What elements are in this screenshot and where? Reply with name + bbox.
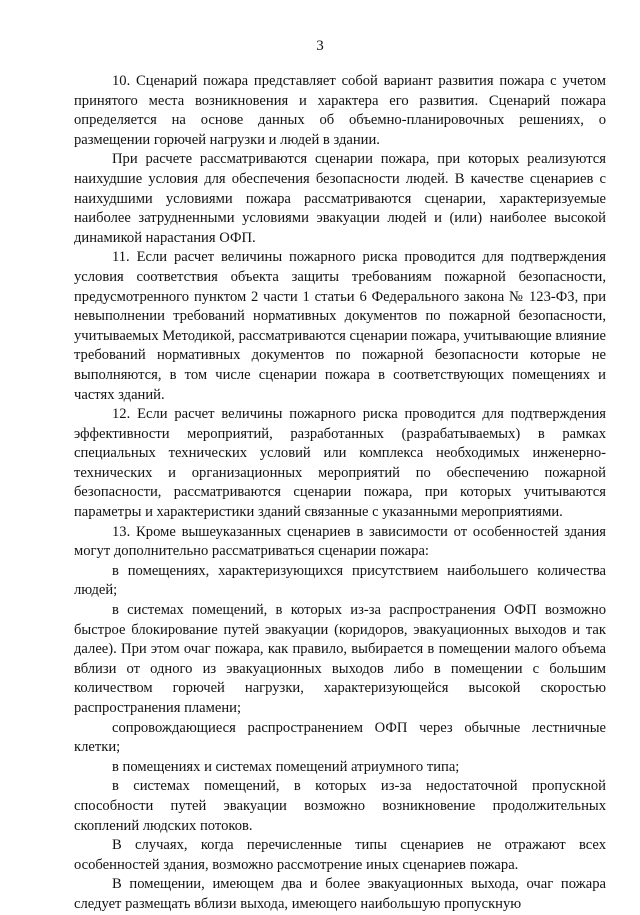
- paragraph-10: 10. Сценарий пожара представляет собой вариант развития пожара с учетом принятого места возникновения и характера его развития. Сценарий пожара определяется на основе данных об объемно-планировочных решениях, о размещении горючей нагрузки и людей в здании.: [74, 73, 606, 148]
- paragraph-10-continued: При расчете рассматриваются сценарии пожара, при которых реализуются наихудшие условия для обеспечения безопасности людей. В качестве сценариев с наихудшими условиями пожара рассматриваются сценарии, характеризуемые наиболее затрудненными условиями эвакуации людей и (или) наиболее высокой динамикой нарастания ОФП.: [74, 151, 606, 246]
- document-body: [74, 72, 606, 915]
- scenario-item-fast-blocking: в системах помещений, в которых из-за распространения ОФП возможно быстрое блокирование путей эвакуации (коридоров, эвакуационных выходов и так далее). При этом очаг пожара, как правило, выбирается в помещении малого объема вблизи от одного из эвакуационных выходов либо в помещении с большим количеством горючей нагрузки, характеризующейся высокой скоростью распространения пламени;: [74, 602, 606, 716]
- page-number: 3: [316, 38, 324, 54]
- paragraph-12: 12. Если расчет величины пожарного риска проводится для подтверждения эффективности мероприятий, разработанных (разрабатываемых) в рамках специальных технических условий или комплекса необходимых инженерно-технических и организационных мероприятий по обеспечению пожарной безопасности, рассматриваются сценарии пожара, при которых учитываются параметры и характеристики зданий связанные с указанными мероприятиями.: [74, 406, 606, 521]
- scenario-item-atrium: в помещениях и системах помещений атриумного типа;: [112, 758, 460, 775]
- scenario-item-stairwells: сопровождающиеся распространением ОФП через обычные лестничные клетки;: [74, 719, 606, 756]
- paragraph-other-scenarios: В случаях, когда перечисленные типы сценариев не отражают всех особенностей здания, возможно рассмотрение иных сценариев пожара.: [74, 837, 606, 873]
- paragraph-13: 13. Кроме вышеуказанных сценариев в зависимости от особенностей здания могут дополнительно рассматриваться сценарии пожара:: [74, 523, 606, 560]
- paragraph-11: 11. Если расчет величины пожарного риска проводится для подтверждения условия соответствия объекта защиты требованиям пожарной безопасности, предусмотренного пунктом 2 части 1 статьи 6 Федерального закона № 123-ФЗ, при невыполнении требований нормативных документов по пожарной безопасности, учитываемых Методикой, рассматриваются сценарии пожара, учитывающие влияние требований нормативных документов по пожарной безопасности которые не выполняются, в том числе сценарии пожара в соответствующих помещениях и частях зданий.: [74, 249, 606, 403]
- scenario-item-congestion: в системах помещений, в которых из-за недостаточной пропускной способности путей эвакуации возможно возникновение продолжительных скоплений людских потоков.: [74, 778, 606, 834]
- paragraph-fire-placement: В помещении, имеющем два и более эвакуационных выхода, очаг пожара следует размещать вблизи выхода, имеющего наибольшую пропускную: [74, 876, 606, 912]
- scenario-item-crowded-rooms: в помещениях, характеризующихся присутствием наибольшего количества людей;: [74, 562, 606, 599]
